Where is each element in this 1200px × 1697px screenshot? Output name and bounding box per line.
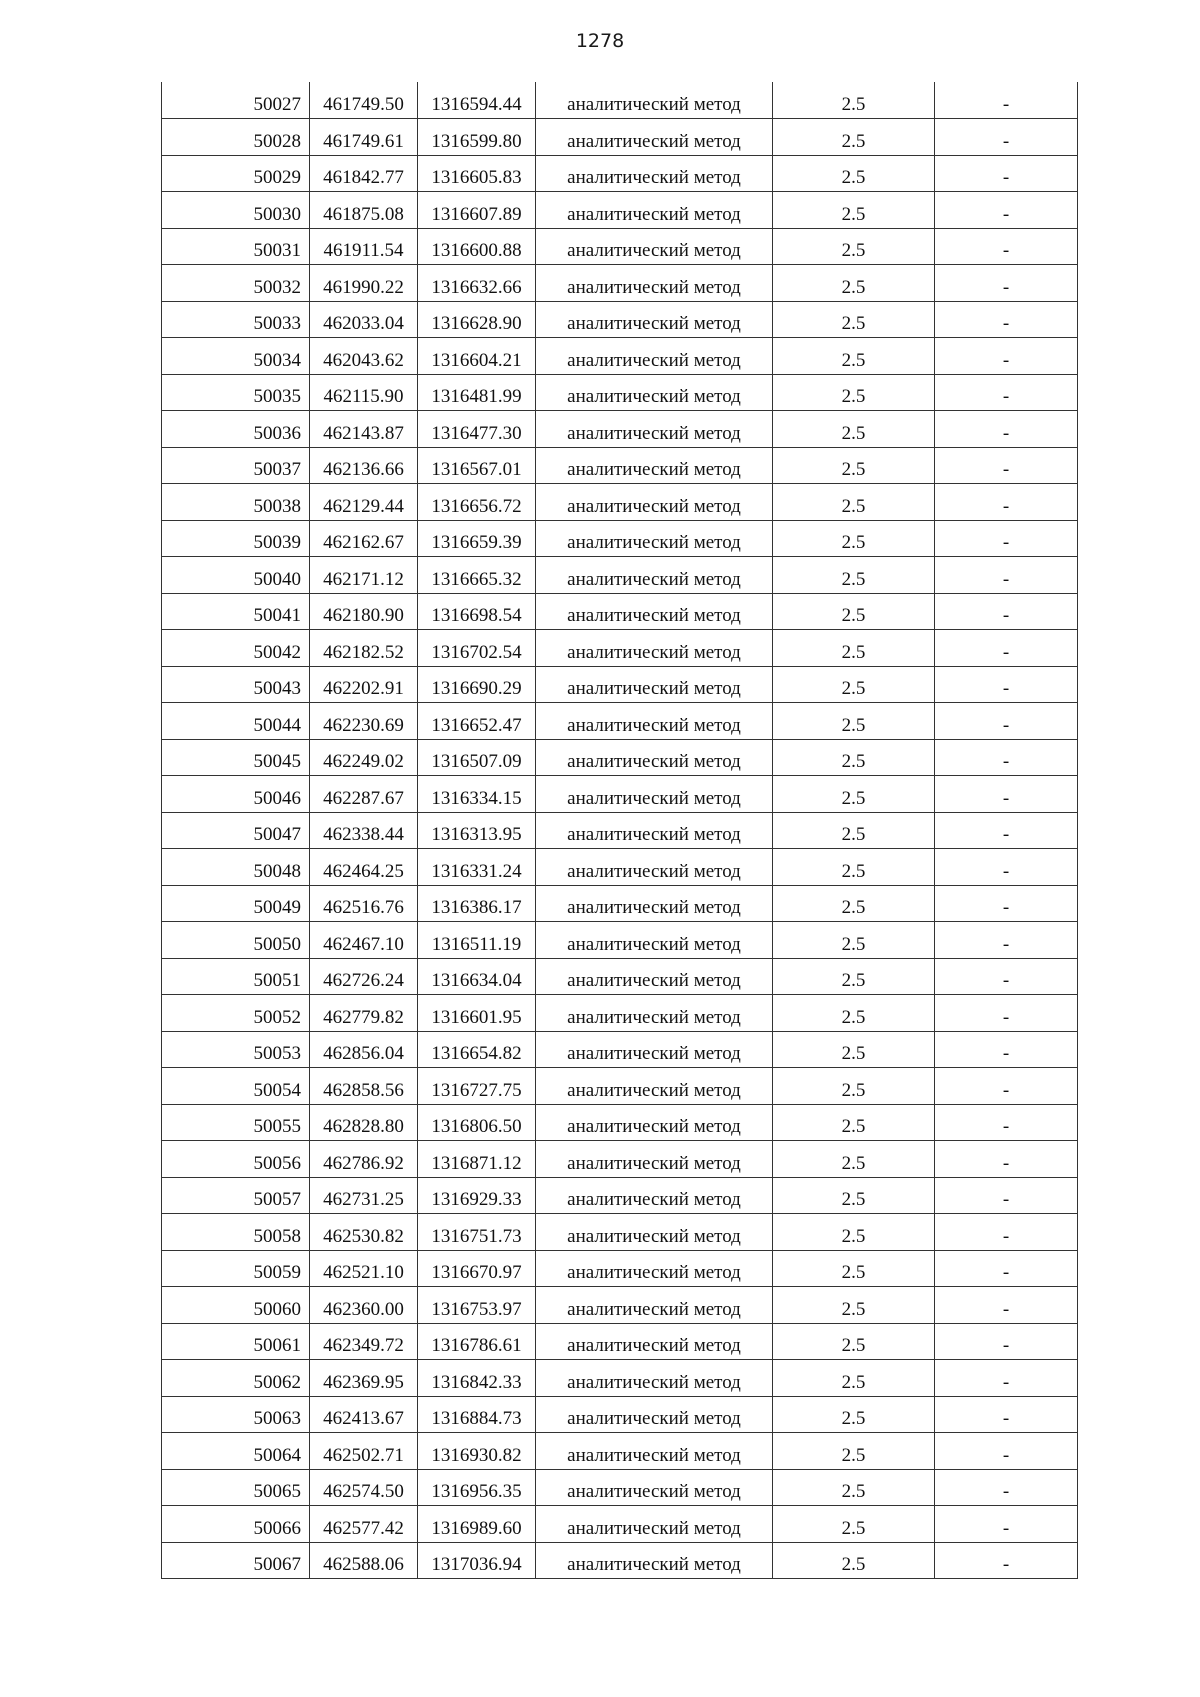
table-row xyxy=(162,593,1078,630)
x-coordinate-cell: 462413.67 xyxy=(310,1396,418,1433)
table-row xyxy=(162,338,1078,375)
accuracy-cell: 2.5 xyxy=(773,1506,935,1543)
point-number-cell: 50032 xyxy=(162,265,310,302)
x-coordinate-cell: 462726.24 xyxy=(310,958,418,995)
method-cell: аналитический метод xyxy=(536,484,773,521)
accuracy-cell: 2.5 xyxy=(773,1396,935,1433)
point-number-cell: 50028 xyxy=(162,119,310,156)
x-coordinate-cell: 462574.50 xyxy=(310,1469,418,1506)
note-cell: - xyxy=(935,338,1078,375)
y-coordinate-cell: 1316604.21 xyxy=(418,338,536,375)
method-cell: аналитический метод xyxy=(536,557,773,594)
table-row xyxy=(162,1287,1078,1324)
accuracy-cell: 2.5 xyxy=(773,1542,935,1579)
y-coordinate-cell: 1316929.33 xyxy=(418,1177,536,1214)
point-number-cell: 50048 xyxy=(162,849,310,886)
table-row xyxy=(162,812,1078,849)
point-number-cell: 50050 xyxy=(162,922,310,959)
point-number-cell: 50056 xyxy=(162,1141,310,1178)
method-cell: аналитический метод xyxy=(536,593,773,630)
accuracy-cell: 2.5 xyxy=(773,1031,935,1068)
table-row xyxy=(162,630,1078,667)
table-row xyxy=(162,1031,1078,1068)
x-coordinate-cell: 462858.56 xyxy=(310,1068,418,1105)
table-row xyxy=(162,1214,1078,1251)
method-cell: аналитический метод xyxy=(536,1433,773,1470)
point-number-cell: 50040 xyxy=(162,557,310,594)
method-cell: аналитический метод xyxy=(536,1469,773,1506)
y-coordinate-cell: 1316656.72 xyxy=(418,484,536,521)
method-cell: аналитический метод xyxy=(536,1250,773,1287)
coordinates-table-container xyxy=(161,82,1078,1579)
point-number-cell: 50063 xyxy=(162,1396,310,1433)
accuracy-cell: 2.5 xyxy=(773,1469,935,1506)
accuracy-cell: 2.5 xyxy=(773,995,935,1032)
table-row xyxy=(162,1433,1078,1470)
accuracy-cell: 2.5 xyxy=(773,484,935,521)
table-row xyxy=(162,776,1078,813)
note-cell: - xyxy=(935,1104,1078,1141)
point-number-cell: 50029 xyxy=(162,155,310,192)
y-coordinate-cell: 1316698.54 xyxy=(418,593,536,630)
point-number-cell: 50034 xyxy=(162,338,310,375)
x-coordinate-cell: 461990.22 xyxy=(310,265,418,302)
point-number-cell: 50066 xyxy=(162,1506,310,1543)
table-row xyxy=(162,484,1078,521)
method-cell: аналитический метод xyxy=(536,192,773,229)
accuracy-cell: 2.5 xyxy=(773,739,935,776)
note-cell: - xyxy=(935,1542,1078,1579)
table-row xyxy=(162,1177,1078,1214)
accuracy-cell: 2.5 xyxy=(773,1287,935,1324)
x-coordinate-cell: 462349.72 xyxy=(310,1323,418,1360)
y-coordinate-cell: 1316601.95 xyxy=(418,995,536,1032)
method-cell: аналитический метод xyxy=(536,1141,773,1178)
y-coordinate-cell: 1316386.17 xyxy=(418,885,536,922)
method-cell: аналитический метод xyxy=(536,1396,773,1433)
table-row xyxy=(162,739,1078,776)
x-coordinate-cell: 462577.42 xyxy=(310,1506,418,1543)
method-cell: аналитический метод xyxy=(536,885,773,922)
point-number-cell: 50039 xyxy=(162,520,310,557)
y-coordinate-cell: 1316702.54 xyxy=(418,630,536,667)
y-coordinate-cell: 1316753.97 xyxy=(418,1287,536,1324)
y-coordinate-cell: 1316628.90 xyxy=(418,301,536,338)
note-cell: - xyxy=(935,1068,1078,1105)
point-number-cell: 50060 xyxy=(162,1287,310,1324)
method-cell: аналитический метод xyxy=(536,1177,773,1214)
accuracy-cell: 2.5 xyxy=(773,1214,935,1251)
accuracy-cell: 2.5 xyxy=(773,301,935,338)
method-cell: аналитический метод xyxy=(536,447,773,484)
y-coordinate-cell: 1316600.88 xyxy=(418,228,536,265)
y-coordinate-cell: 1316786.61 xyxy=(418,1323,536,1360)
point-number-cell: 50043 xyxy=(162,666,310,703)
method-cell: аналитический метод xyxy=(536,82,773,119)
note-cell: - xyxy=(935,593,1078,630)
table-row xyxy=(162,1506,1078,1543)
table-row xyxy=(162,119,1078,156)
x-coordinate-cell: 462136.66 xyxy=(310,447,418,484)
note-cell: - xyxy=(935,374,1078,411)
method-cell: аналитический метод xyxy=(536,155,773,192)
y-coordinate-cell: 1316956.35 xyxy=(418,1469,536,1506)
accuracy-cell: 2.5 xyxy=(773,447,935,484)
method-cell: аналитический метод xyxy=(536,812,773,849)
y-coordinate-cell: 1316567.01 xyxy=(418,447,536,484)
y-coordinate-cell: 1316331.24 xyxy=(418,849,536,886)
x-coordinate-cell: 461842.77 xyxy=(310,155,418,192)
accuracy-cell: 2.5 xyxy=(773,338,935,375)
note-cell: - xyxy=(935,630,1078,667)
y-coordinate-cell: 1316751.73 xyxy=(418,1214,536,1251)
point-number-cell: 50057 xyxy=(162,1177,310,1214)
accuracy-cell: 2.5 xyxy=(773,1433,935,1470)
table-row xyxy=(162,1396,1078,1433)
table-row xyxy=(162,1068,1078,1105)
method-cell: аналитический метод xyxy=(536,995,773,1032)
method-cell: аналитический метод xyxy=(536,666,773,703)
note-cell: - xyxy=(935,1141,1078,1178)
accuracy-cell: 2.5 xyxy=(773,265,935,302)
x-coordinate-cell: 462467.10 xyxy=(310,922,418,959)
point-number-cell: 50059 xyxy=(162,1250,310,1287)
note-cell: - xyxy=(935,82,1078,119)
note-cell: - xyxy=(935,1396,1078,1433)
y-coordinate-cell: 1316334.15 xyxy=(418,776,536,813)
y-coordinate-cell: 1316632.66 xyxy=(418,265,536,302)
x-coordinate-cell: 462115.90 xyxy=(310,374,418,411)
method-cell: аналитический метод xyxy=(536,301,773,338)
x-coordinate-cell: 462129.44 xyxy=(310,484,418,521)
y-coordinate-cell: 1316507.09 xyxy=(418,739,536,776)
y-coordinate-cell: 1316989.60 xyxy=(418,1506,536,1543)
point-number-cell: 50041 xyxy=(162,593,310,630)
point-number-cell: 50055 xyxy=(162,1104,310,1141)
x-coordinate-cell: 461749.50 xyxy=(310,82,418,119)
accuracy-cell: 2.5 xyxy=(773,374,935,411)
point-number-cell: 50045 xyxy=(162,739,310,776)
y-coordinate-cell: 1316884.73 xyxy=(418,1396,536,1433)
table-row xyxy=(162,666,1078,703)
table-row xyxy=(162,374,1078,411)
point-number-cell: 50033 xyxy=(162,301,310,338)
x-coordinate-cell: 462516.76 xyxy=(310,885,418,922)
x-coordinate-cell: 462162.67 xyxy=(310,520,418,557)
point-number-cell: 50030 xyxy=(162,192,310,229)
accuracy-cell: 2.5 xyxy=(773,630,935,667)
note-cell: - xyxy=(935,1214,1078,1251)
accuracy-cell: 2.5 xyxy=(773,1323,935,1360)
method-cell: аналитический метод xyxy=(536,1104,773,1141)
method-cell: аналитический метод xyxy=(536,1031,773,1068)
method-cell: аналитический метод xyxy=(536,703,773,740)
note-cell: - xyxy=(935,958,1078,995)
y-coordinate-cell: 1316481.99 xyxy=(418,374,536,411)
y-coordinate-cell: 1316871.12 xyxy=(418,1141,536,1178)
x-coordinate-cell: 462033.04 xyxy=(310,301,418,338)
accuracy-cell: 2.5 xyxy=(773,411,935,448)
x-coordinate-cell: 462249.02 xyxy=(310,739,418,776)
note-cell: - xyxy=(935,812,1078,849)
accuracy-cell: 2.5 xyxy=(773,228,935,265)
y-coordinate-cell: 1316313.95 xyxy=(418,812,536,849)
y-coordinate-cell: 1316930.82 xyxy=(418,1433,536,1470)
point-number-cell: 50044 xyxy=(162,703,310,740)
table-row xyxy=(162,1323,1078,1360)
table-row xyxy=(162,1360,1078,1397)
point-number-cell: 50049 xyxy=(162,885,310,922)
point-number-cell: 50037 xyxy=(162,447,310,484)
x-coordinate-cell: 461875.08 xyxy=(310,192,418,229)
note-cell: - xyxy=(935,447,1078,484)
x-coordinate-cell: 462360.00 xyxy=(310,1287,418,1324)
note-cell: - xyxy=(935,1469,1078,1506)
accuracy-cell: 2.5 xyxy=(773,1104,935,1141)
point-number-cell: 50053 xyxy=(162,1031,310,1068)
point-number-cell: 50031 xyxy=(162,228,310,265)
accuracy-cell: 2.5 xyxy=(773,593,935,630)
x-coordinate-cell: 462786.92 xyxy=(310,1141,418,1178)
x-coordinate-cell: 462338.44 xyxy=(310,812,418,849)
accuracy-cell: 2.5 xyxy=(773,885,935,922)
y-coordinate-cell: 1317036.94 xyxy=(418,1542,536,1579)
accuracy-cell: 2.5 xyxy=(773,520,935,557)
point-number-cell: 50067 xyxy=(162,1542,310,1579)
method-cell: аналитический метод xyxy=(536,1323,773,1360)
note-cell: - xyxy=(935,301,1078,338)
method-cell: аналитический метод xyxy=(536,1360,773,1397)
table-row xyxy=(162,82,1078,119)
table-row xyxy=(162,411,1078,448)
note-cell: - xyxy=(935,1433,1078,1470)
x-coordinate-cell: 462180.90 xyxy=(310,593,418,630)
method-cell: аналитический метод xyxy=(536,1542,773,1579)
y-coordinate-cell: 1316654.82 xyxy=(418,1031,536,1068)
accuracy-cell: 2.5 xyxy=(773,1177,935,1214)
method-cell: аналитический метод xyxy=(536,849,773,886)
method-cell: аналитический метод xyxy=(536,374,773,411)
y-coordinate-cell: 1316652.47 xyxy=(418,703,536,740)
point-number-cell: 50027 xyxy=(162,82,310,119)
table-row xyxy=(162,922,1078,959)
accuracy-cell: 2.5 xyxy=(773,703,935,740)
point-number-cell: 50042 xyxy=(162,630,310,667)
y-coordinate-cell: 1316605.83 xyxy=(418,155,536,192)
y-coordinate-cell: 1316665.32 xyxy=(418,557,536,594)
table-row xyxy=(162,520,1078,557)
y-coordinate-cell: 1316842.33 xyxy=(418,1360,536,1397)
table-row xyxy=(162,1104,1078,1141)
accuracy-cell: 2.5 xyxy=(773,119,935,156)
x-coordinate-cell: 462779.82 xyxy=(310,995,418,1032)
accuracy-cell: 2.5 xyxy=(773,776,935,813)
method-cell: аналитический метод xyxy=(536,119,773,156)
x-coordinate-cell: 462143.87 xyxy=(310,411,418,448)
table-row xyxy=(162,155,1078,192)
method-cell: аналитический метод xyxy=(536,1068,773,1105)
method-cell: аналитический метод xyxy=(536,520,773,557)
note-cell: - xyxy=(935,119,1078,156)
point-number-cell: 50047 xyxy=(162,812,310,849)
point-number-cell: 50064 xyxy=(162,1433,310,1470)
method-cell: аналитический метод xyxy=(536,411,773,448)
table-row xyxy=(162,703,1078,740)
x-coordinate-cell: 462171.12 xyxy=(310,557,418,594)
accuracy-cell: 2.5 xyxy=(773,1360,935,1397)
accuracy-cell: 2.5 xyxy=(773,155,935,192)
table-row xyxy=(162,995,1078,1032)
x-coordinate-cell: 462530.82 xyxy=(310,1214,418,1251)
accuracy-cell: 2.5 xyxy=(773,192,935,229)
method-cell: аналитический метод xyxy=(536,922,773,959)
y-coordinate-cell: 1316670.97 xyxy=(418,1250,536,1287)
point-number-cell: 50058 xyxy=(162,1214,310,1251)
x-coordinate-cell: 462202.91 xyxy=(310,666,418,703)
note-cell: - xyxy=(935,885,1078,922)
note-cell: - xyxy=(935,666,1078,703)
accuracy-cell: 2.5 xyxy=(773,1250,935,1287)
x-coordinate-cell: 462287.67 xyxy=(310,776,418,813)
table-row xyxy=(162,1469,1078,1506)
point-number-cell: 50035 xyxy=(162,374,310,411)
table-row xyxy=(162,958,1078,995)
y-coordinate-cell: 1316659.39 xyxy=(418,520,536,557)
x-coordinate-cell: 462043.62 xyxy=(310,338,418,375)
x-coordinate-cell: 462856.04 xyxy=(310,1031,418,1068)
x-coordinate-cell: 462521.10 xyxy=(310,1250,418,1287)
point-number-cell: 50052 xyxy=(162,995,310,1032)
y-coordinate-cell: 1316599.80 xyxy=(418,119,536,156)
note-cell: - xyxy=(935,1360,1078,1397)
x-coordinate-cell: 462182.52 xyxy=(310,630,418,667)
point-number-cell: 50036 xyxy=(162,411,310,448)
table-row xyxy=(162,265,1078,302)
note-cell: - xyxy=(935,776,1078,813)
point-number-cell: 50065 xyxy=(162,1469,310,1506)
method-cell: аналитический метод xyxy=(536,338,773,375)
note-cell: - xyxy=(935,995,1078,1032)
x-coordinate-cell: 461911.54 xyxy=(310,228,418,265)
note-cell: - xyxy=(935,1177,1078,1214)
x-coordinate-cell: 462502.71 xyxy=(310,1433,418,1470)
x-coordinate-cell: 462464.25 xyxy=(310,849,418,886)
table-row xyxy=(162,228,1078,265)
accuracy-cell: 2.5 xyxy=(773,1141,935,1178)
note-cell: - xyxy=(935,1250,1078,1287)
table-row xyxy=(162,301,1078,338)
accuracy-cell: 2.5 xyxy=(773,922,935,959)
method-cell: аналитический метод xyxy=(536,958,773,995)
method-cell: аналитический метод xyxy=(536,1214,773,1251)
y-coordinate-cell: 1316690.29 xyxy=(418,666,536,703)
note-cell: - xyxy=(935,1506,1078,1543)
method-cell: аналитический метод xyxy=(536,630,773,667)
point-number-cell: 50061 xyxy=(162,1323,310,1360)
table-row xyxy=(162,192,1078,229)
table-row xyxy=(162,1250,1078,1287)
note-cell: - xyxy=(935,411,1078,448)
table-row xyxy=(162,849,1078,886)
coordinates-table-body xyxy=(162,82,1078,1579)
note-cell: - xyxy=(935,192,1078,229)
accuracy-cell: 2.5 xyxy=(773,849,935,886)
accuracy-cell: 2.5 xyxy=(773,958,935,995)
table-row xyxy=(162,447,1078,484)
method-cell: аналитический метод xyxy=(536,776,773,813)
note-cell: - xyxy=(935,1031,1078,1068)
y-coordinate-cell: 1316477.30 xyxy=(418,411,536,448)
method-cell: аналитический метод xyxy=(536,265,773,302)
point-number-cell: 50051 xyxy=(162,958,310,995)
note-cell: - xyxy=(935,1323,1078,1360)
y-coordinate-cell: 1316594.44 xyxy=(418,82,536,119)
y-coordinate-cell: 1316806.50 xyxy=(418,1104,536,1141)
y-coordinate-cell: 1316607.89 xyxy=(418,192,536,229)
note-cell: - xyxy=(935,520,1078,557)
point-number-cell: 50062 xyxy=(162,1360,310,1397)
x-coordinate-cell: 462588.06 xyxy=(310,1542,418,1579)
table-row xyxy=(162,1542,1078,1579)
table-row xyxy=(162,885,1078,922)
table-row xyxy=(162,557,1078,594)
note-cell: - xyxy=(935,922,1078,959)
accuracy-cell: 2.5 xyxy=(773,1068,935,1105)
accuracy-cell: 2.5 xyxy=(773,666,935,703)
method-cell: аналитический метод xyxy=(536,1506,773,1543)
note-cell: - xyxy=(935,155,1078,192)
y-coordinate-cell: 1316634.04 xyxy=(418,958,536,995)
coordinates-table xyxy=(161,82,1078,1579)
note-cell: - xyxy=(935,228,1078,265)
method-cell: аналитический метод xyxy=(536,739,773,776)
table-row xyxy=(162,1141,1078,1178)
note-cell: - xyxy=(935,739,1078,776)
y-coordinate-cell: 1316727.75 xyxy=(418,1068,536,1105)
note-cell: - xyxy=(935,557,1078,594)
point-number-cell: 50054 xyxy=(162,1068,310,1105)
y-coordinate-cell: 1316511.19 xyxy=(418,922,536,959)
point-number-cell: 50046 xyxy=(162,776,310,813)
point-number-cell: 50038 xyxy=(162,484,310,521)
note-cell: - xyxy=(935,265,1078,302)
x-coordinate-cell: 462230.69 xyxy=(310,703,418,740)
method-cell: аналитический метод xyxy=(536,228,773,265)
note-cell: - xyxy=(935,484,1078,521)
accuracy-cell: 2.5 xyxy=(773,812,935,849)
accuracy-cell: 2.5 xyxy=(773,82,935,119)
note-cell: - xyxy=(935,703,1078,740)
x-coordinate-cell: 461749.61 xyxy=(310,119,418,156)
method-cell: аналитический метод xyxy=(536,1287,773,1324)
accuracy-cell: 2.5 xyxy=(773,557,935,594)
x-coordinate-cell: 462828.80 xyxy=(310,1104,418,1141)
note-cell: - xyxy=(935,1287,1078,1324)
x-coordinate-cell: 462731.25 xyxy=(310,1177,418,1214)
x-coordinate-cell: 462369.95 xyxy=(310,1360,418,1397)
note-cell: - xyxy=(935,849,1078,886)
page-number: 1278 xyxy=(575,30,625,52)
